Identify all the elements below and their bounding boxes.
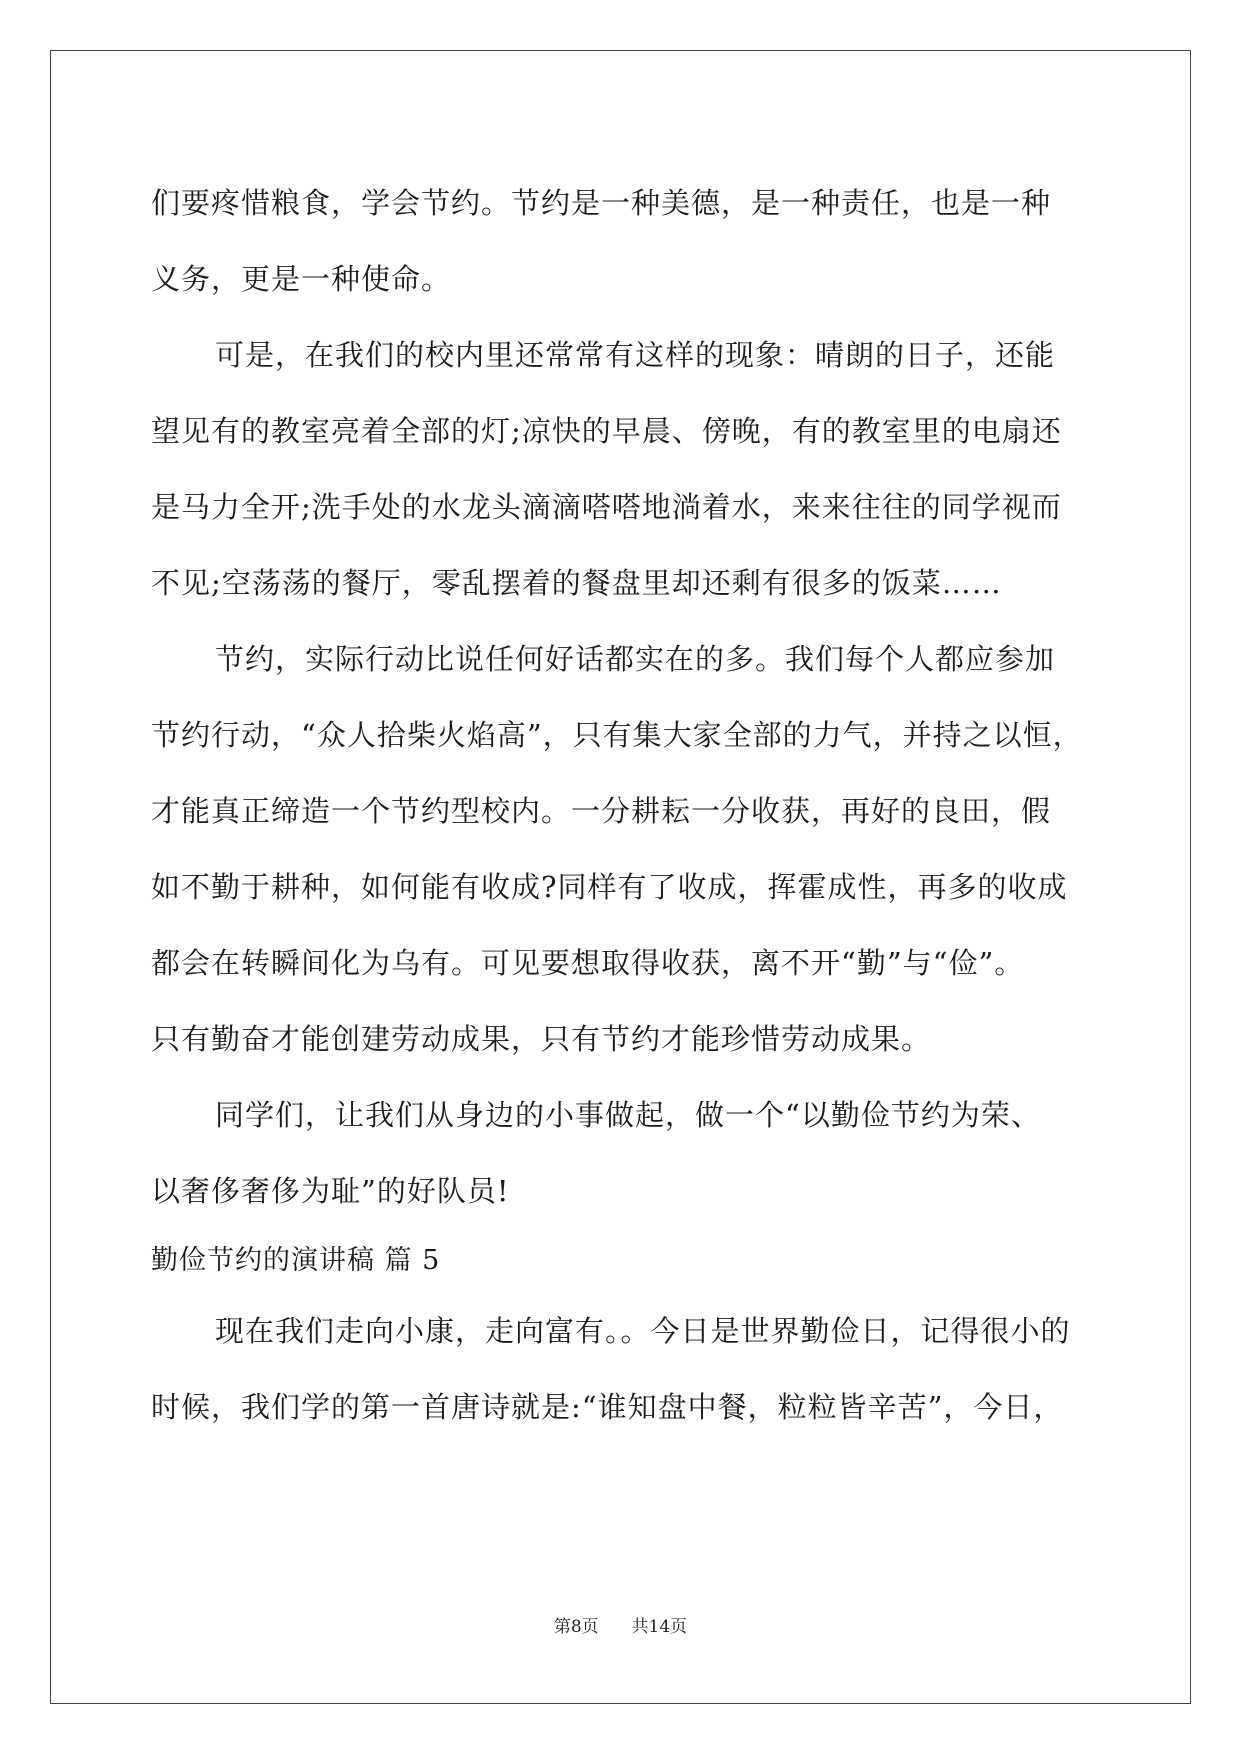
body-line: 只有勤奋才能创建劳动成果，只有节约才能珍惜劳动成果。	[151, 1022, 932, 1056]
paragraph-start-line: 节约，实际行动比说任何好话都实在的多。我们每个人都应参加	[215, 642, 1056, 676]
section-heading: 勤俭节约的演讲稿 篇 5	[151, 1245, 441, 1276]
paragraph-start-line: 可是，在我们的校内里还常常有这样的现象：晴朗的日子，还能	[215, 338, 1056, 372]
body-line: 都会在转瞬间化为乌有。可见要想取得收获，离不开“勤”与“俭”。	[151, 946, 1025, 980]
body-line: 望见有的教室亮着全部的灯;凉快的早晨、傍晚，有的教室里的电扇还	[151, 414, 1062, 448]
paragraph-start-line: 现在我们走向小康，走向富有。。今日是世界勤俭日，记得很小的	[215, 1314, 1071, 1348]
body-line: 们要疼惜粮食，学会节约。节约是一种美德，是一种责任，也是一种	[151, 186, 1052, 220]
body-line: 是马力全开;洗手处的水龙头滴滴嗒嗒地淌着水，来来往往的同学视而	[151, 490, 1062, 524]
paragraph-start-line: 同学们，让我们从身边的小事做起，做一个“以勤俭节约为荣、	[215, 1098, 1041, 1132]
body-line: 不见;空荡荡的餐厅，零乱摆着的餐盘里却还剩有很多的饭菜……	[151, 566, 1002, 600]
body-line: 才能真正缔造一个节约型校内。一分耕耘一分收获，再好的良田，假	[151, 794, 1052, 828]
body-line: 如不勤于耕种，如何能有收成?同样有了收成，挥霍成性，再多的收成	[151, 870, 1068, 904]
body-line: 义务，更是一种使命。	[151, 262, 452, 296]
page-number: 第8页	[553, 1617, 599, 1637]
body-line: 节约行动，“众人拾柴火焰高”，只有集大家全部的力气，并持之以恒，	[151, 718, 1083, 752]
body-line: 以奢侈奢侈为耻”的好队员!	[151, 1174, 510, 1208]
page-footer	[0, 1612, 1241, 1637]
document-body	[151, 165, 1091, 1445]
page-total: 共14页	[631, 1617, 688, 1637]
body-line: 时候，我们学的第一首唐诗就是:“谁知盘中餐，粒粒皆辛苦”，今日，	[151, 1390, 1064, 1424]
